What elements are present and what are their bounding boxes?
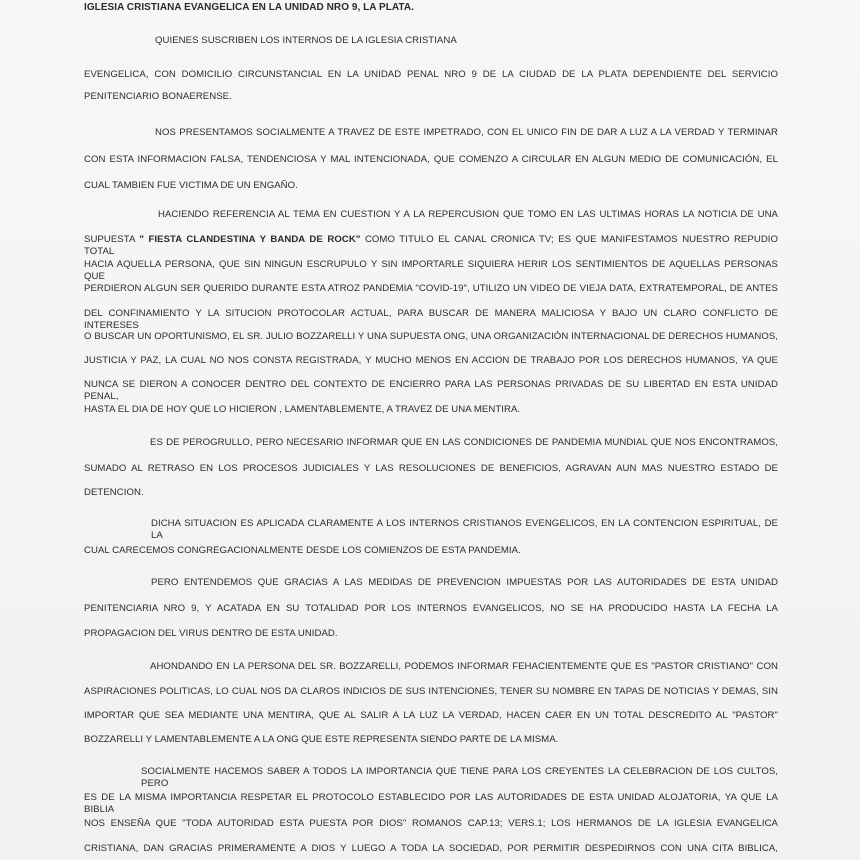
paragraph-8-line-2: ES DE LA MISMA IMPORTANCIA RESPETAR EL PROTOCOLO ESTABLECIDO POR LAS AUTORIDADES DE ESTA UNIDAD ALOJATORIA, YA QUE LA BIBLIA [84,792,778,815]
paragraph-3-line-4: PERDIERON ALGUN SER QUERIDO DURANTE ESTA ATROZ PANDEMIA "COVID-19", UTILIZO UN VIDEO DE VIEJA DATA, EXTRATEMPORAL, DE ANTES [84,283,778,294]
paragraph-3-post: COMO TITULO EL CANAL CRONICA TV; ES QUE MANIFESTAMOS NUESTRO REPUDIO TOTAL [84,234,779,257]
paragraph-1-line-1: EVENGELICA, CON DOMICILIO CIRCUNSTANCIAL EN LA UNIDAD PENAL NRO 9 DE LA CIUDAD DE LA PLATA DEPENDIENTE DEL SERVICIO [84,69,778,80]
paragraph-5-line-1: DICHA SITUACION ES APLICADA CLARAMENTE A LOS INTERNOS CRISTIANOS EVENGELICOS, EN LA CONTENCION ESPIRITUAL, DE LA [151,518,778,541]
paragraph-4-line-3: DETENCION. [84,487,144,498]
paragraph-4-line-1: ES DE PEROGRULLO, PERO NECESARIO INFORMAR QUE EN LAS CONDICIONES DE PANDEMIA MUNDIAL QUE NOS ENCONTRAMOS, [150,437,778,448]
paragraph-3-line-6: O BUSCAR UN OPORTUNISMO, EL SR. JULIO BOZZARELLI Y UNA SUPUESTA ONG, UNA ORGANIZACIÓN INTERNACIONAL DE DERECHOS HUMANOS, [84,331,778,342]
paragraph-3-line-1: HACIENDO REFERENCIA AL TEMA EN CUESTION Y A LA REPERCUSION QUE TOMO EN LAS ULTIMAS HORAS LA NOTICIA DE UNA [158,209,778,220]
paragraph-2-line-2: CON ESTA INFORMACION FALSA, TENDENCIOSA Y MAL INTENCIONADA, QUE COMENZO A CIRCULAR EN ALGUN MEDIO DE COMUNICACIÓN, EL [84,154,778,165]
paragraph-7-line-4: BOZZARELLI Y LAMENTABLEMENTE A LA ONG QUE ESTE REPRESENTA SIENDO PARTE DE LA MISMA. [84,734,559,745]
paragraph-3-line-2 [84,234,778,258]
paragraph-3-line-7: JUSTICIA Y PAZ, LA CUAL NO NOS CONSTA REGISTRADA, Y MUCHO MENOS EN ACCION DE TRABAJO POR LOS DERECHOS HUMANOS, YA QUE [84,355,778,366]
paragraph-5-line-2: CUAL CARECEMOS CONGREGACIONALMENTE DESDE LOS COMIENZOS DE ESTA PANDEMIA. [84,545,521,556]
paragraph-1-line-2: PENITENCIARIO BONAERENSE. [84,91,232,102]
paragraph-2-line-3: CUAL TAMBIEN FUE VICTIMA DE UN ENGAÑO. [84,180,298,191]
paragraph-4-line-2: SUMADO AL RETRASO EN LOS PROCESOS JUDICIALES Y LAS RESOLUCIONES DE BENEFICIOS, AGRAVAN AUN MAS NUESTRO ESTADO DE [84,463,778,474]
paragraph-3-line-9: HASTA EL DIA DE HOY QUE LO HICIERON , LAMENTABLEMENTE, A TRAVEZ DE UNA MENTIRA. [84,404,521,415]
paragraph-3-line-5: DEL CONFINAMIENTO Y LA SITUCION PROTOCOLAR ACTUAL, PARA BUSCAR DE MANERA MALICIOSA Y BAJO UN CLARO CONFLICTO DE INTERESES [84,308,778,331]
paragraph-3-line-8: NUNCA SE DIERON A CONOCER DENTRO DEL CONTEXTO DE ENCIERRO PARA LAS PERSONAS PRIVADAS DE SU LIBERTAD EN ESTA UNIDAD PENAL, [84,379,778,402]
paragraph-2-line-1: NOS PRESENTAMOS SOCIALMENTE A TRAVEZ DE ESTE IMPETRADO, CON EL UNICO FIN DE DAR A LUZ A LA VERDAD Y TERMINAR [155,127,778,138]
paragraph-7-line-1: AHONDANDO EN LA PERSONA DEL SR. BOZZARELLI, PODEMOS INFORMAR FEHACIENTEMENTE QUE ES "PASTOR CRISTIANO" CON [150,661,778,672]
paragraph-3-pre: SUPUESTA [84,234,135,245]
document-title: IGLESIA CRISTIANA EVANGELICA EN LA UNIDAD NRO 9, LA PLATA. [84,2,414,13]
paragraph-6-line-3: PROPAGACION DEL VIRUS DENTRO DE ESTA UNIDAD. [84,628,338,639]
paragraph-6-line-1: PERO ENTENDEMOS QUE GRACIAS A LAS MEDIDAS DE PREVENCION IMPUESTAS POR LAS AUTORIDADES DE ESTA UNIDAD [151,577,778,588]
document-subtitle: QUIENES SUSCRIBEN LOS INTERNOS DE LA IGLESIA CRISTIANA [155,35,457,46]
paragraph-3-line-3: HACIA AQUELLA PERSONA, QUE SIN NINGUN ESCRUPULO Y SIN IMPORTARLE SIQUIERA HERIR LOS SENTIMIENTOS DE AQUELLAS PERSONAS QUE [84,259,778,282]
paragraph-8-line-3: NOS ENSEÑA QUE "TODA AUTORIDAD ESTA PUESTA POR DIOS" ROMANOS CAP.13; VERS.1; LOS HERMANOS DE LA IGLESIA EVANGELICA [84,818,778,829]
paragraph-8-line-1: SOCIALMENTE HACEMOS SABER A TODOS LA IMPORTANCIA QUE TIENE PARA LOS CREYENTES LA CELEBRACION DE LOS CULTOS, PERO [141,766,778,789]
paragraph-6-line-2: PENITENCIARIA NRO 9, Y ACATADA EN SU TOTALIDAD POR LOS INTERNOS EVANGELICOS, NO SE HA PRODUCIDO HASTA LA FECHA LA [84,603,778,614]
paragraph-8-line-4: CRISTIANA, DAN GRACIAS PRIMERAMENTE A DIOS Y LUEGO A TODA LA SOCIEDAD, POR PERMITIR DESPEDIRNOS CON UNA CITA BIBLICA, [84,843,778,854]
paragraph-7-line-2: ASPIRACIONES POLITICAS, LO CUAL NOS DA CLAROS INDICIOS DE SUS INTENCIONES, TENER SU NOMBRE EN TAPAS DE NOTICIAS Y DEMAS, SIN [84,686,778,697]
quoted-title-bold: " FIESTA CLANDESTINA Y BANDA DE ROCK" [139,234,361,245]
paragraph-7-line-3: IMPORTAR QUE SEA MEDIANTE UNA MENTIRA, QUE AL SALIR A LA LUZ LA VERDAD, HACEN CAER EN UN TOTAL DESCREDITO AL "PASTOR" [84,710,778,721]
